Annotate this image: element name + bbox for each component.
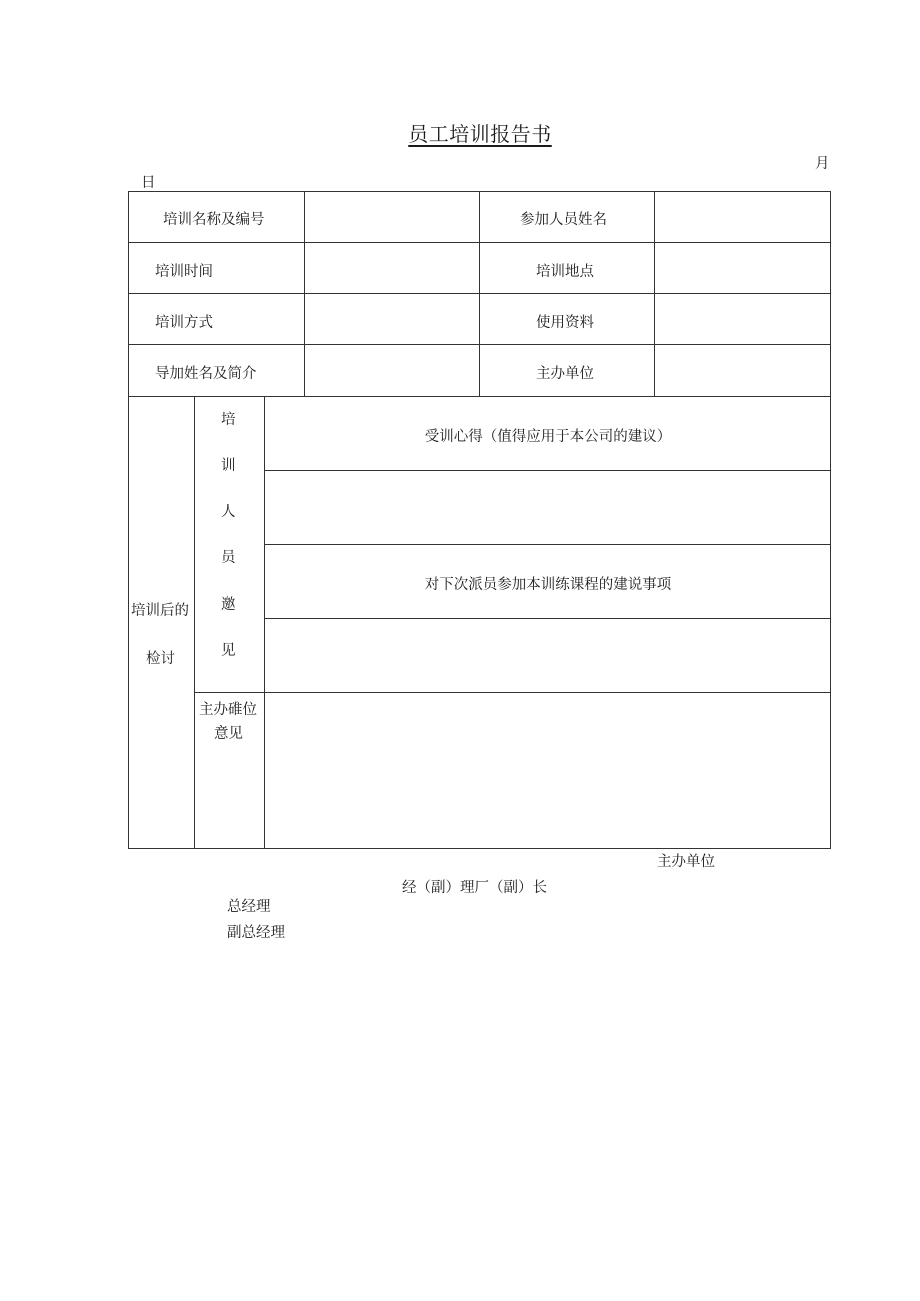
training-location-field[interactable] [655, 243, 830, 293]
participant-name-field[interactable] [655, 192, 830, 242]
experience-header: 受训心得（值得应用于本公司的建议） [424, 429, 672, 445]
organizer-opinion-field[interactable] [265, 693, 830, 848]
date-month: 月 [815, 156, 830, 172]
date-day: 日 [141, 175, 156, 191]
training-method-label: 培训方式 [155, 315, 213, 331]
trainee-opinion-char: 邀 [221, 597, 236, 613]
post-training-review-label: 培训后的 [131, 603, 189, 619]
experience-field[interactable] [265, 471, 830, 544]
post-training-review-label-2: 检讨 [146, 651, 175, 667]
training-method-field[interactable] [305, 294, 479, 344]
footer-manager: 经（副）理厂（副）长 [402, 880, 547, 896]
trainee-opinion-char: 员 [221, 550, 236, 566]
participant-name-label: 参加人员姓名 [520, 212, 607, 228]
instructor-label: 导加姓名及简介 [155, 366, 257, 382]
suggestion-field[interactable] [265, 619, 830, 692]
page-title: 员工培训报告书 [408, 122, 552, 146]
organizer-label: 主办单位 [536, 366, 594, 382]
trainee-opinion-char: 培 [221, 412, 236, 428]
training-location-label: 培训地点 [536, 264, 594, 280]
suggestion-header: 对下次派员参加本训练课程的建说事项 [424, 577, 672, 593]
footer-general-manager: 总经理 [227, 899, 271, 915]
instructor-field[interactable] [305, 345, 479, 396]
training-name-label: 培训名称及编号 [163, 212, 265, 228]
trainee-opinion-char: 人 [221, 504, 236, 520]
materials-label: 使用资料 [536, 315, 594, 331]
training-name-field[interactable] [305, 192, 479, 242]
footer-deputy-general-manager: 副总经理 [227, 925, 285, 941]
training-time-field[interactable] [305, 243, 479, 293]
footer-organizer: 主办单位 [657, 854, 715, 870]
materials-field[interactable] [655, 294, 830, 344]
trainee-opinion-char: 见 [221, 643, 236, 659]
organizer-opinion-label-2: 意见 [214, 726, 243, 742]
organizer-field[interactable] [655, 345, 830, 396]
trainee-opinion-char: 训 [221, 458, 236, 474]
organizer-opinion-label: 主办碓位 [199, 702, 257, 718]
training-time-label: 培训时间 [155, 264, 213, 280]
